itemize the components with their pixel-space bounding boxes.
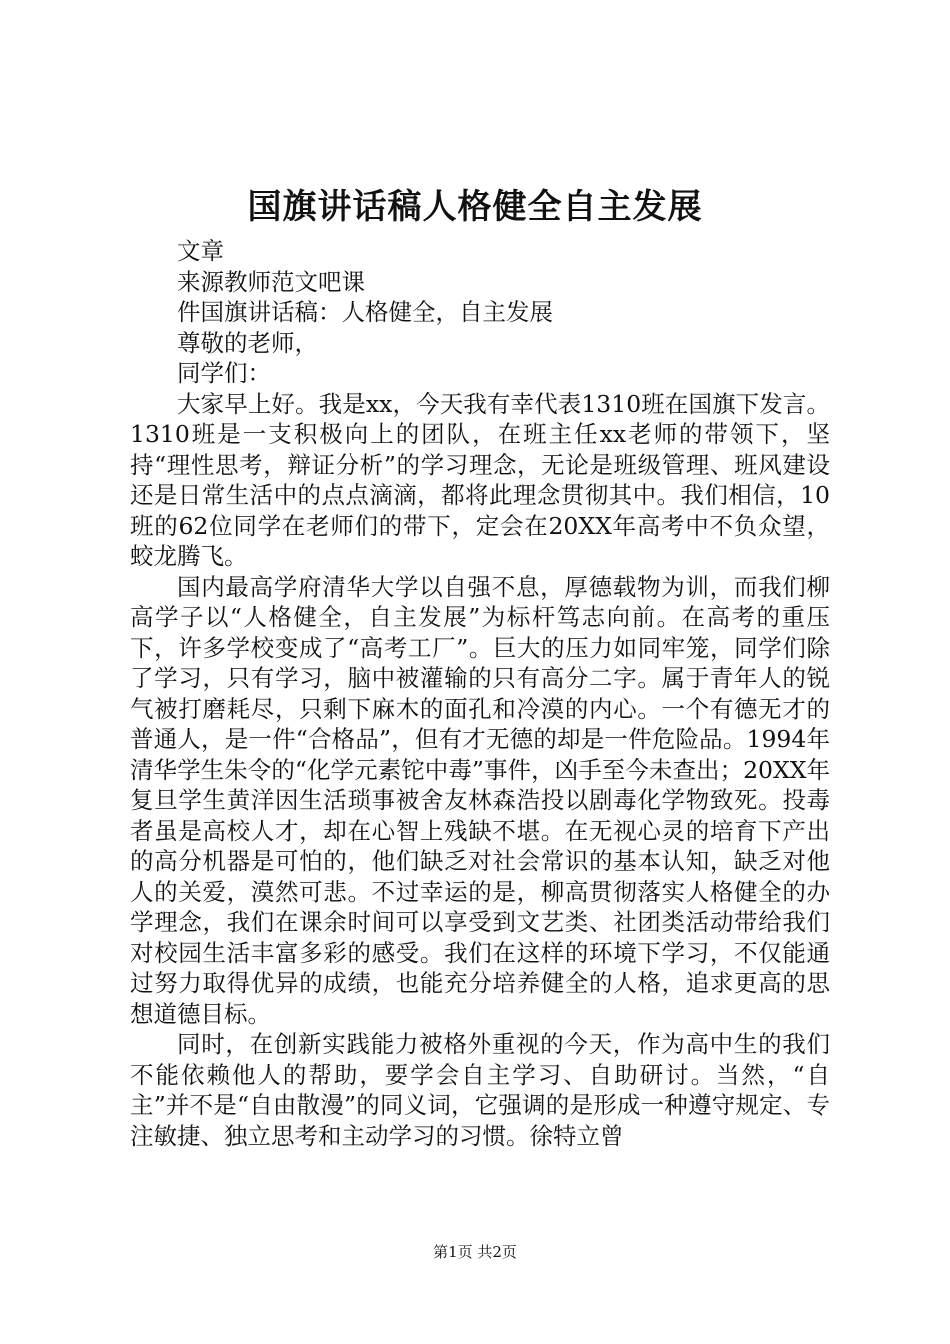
header-line: 文章 <box>177 237 224 265</box>
page-footer: 第1页 共2页 <box>433 1243 517 1261</box>
salutation-line: 同学们： <box>177 359 271 387</box>
header-line: 件国旗讲话稿：人格健全，自主发展 <box>177 298 553 326</box>
body-paragraph: 同时，在创新实践能力被格外重视的今天，作为高中生的我们不能依赖他人的帮助，要学会自主学习、自助研讨。当然，“自主”并不是“自由散漫”的同义词，它强调的是形成一种遵守规定、专注敏捷、独立思考和主动学习的习惯。徐特立曾 <box>130 1030 830 1150</box>
body-paragraph: 国内最高学府清华大学以自强不息，厚德载物为训，而我们柳高学子以“人格健全，自主发展”为标杆笃志向前。在高考的重压下，许多学校变成了“高考工厂”。巨大的压力如同牢笼，同学们除了学习，只有学习，脑中被灌输的只有高分二字。属于青年人的锐气被打磨耗尽，只剩下麻木的面孔和冷漠的内心。一个有德无才的普通人，是一件“合格品”，但有才无德的却是一件危险品。1994年清华学生朱令的“化学元素铊中毒”事件，凶手至今未查出；20XX年复旦学生黄洋因生活琐事被舍友林森浩投以剧毒化学物致死。投毒者虽是高校人才，却在心智上残缺不堪。在无视心灵的培育下产出的高分机器是可怕的，他们缺乏对社会常识的基本认知，缺乏对他人的关爱，漠然可悲。不过幸运的是，柳高贯彻落实人格健全的办学理念，我们在课余时间可以享受到文艺类、社团类活动带给我们对校园生活丰富多彩的感受。我们在这样的环境下学习，不仅能通过努力取得优异的成绩，也能充分培养健全的人格，追求更高的思想道德目标。 <box>130 572 830 1028</box>
document-title: 国旗讲话稿人格健全自主发展 <box>247 187 703 227</box>
header-line: 来源教师范文吧课 <box>177 267 365 296</box>
document-body <box>130 236 830 1151</box>
body-paragraph: 大家早上好。我是xx，今天我有幸代表1310班在国旗下发言。1310班是一支积极向上的团队，在班主任xx老师的带领下，坚持“理性思考，辩证分析”的学习理念，无论是班级管理、班风建设还是日常生活中的点点滴滴，都将此理念贯彻其中。我们相信，10班的62位同学在老师们的带下，定会在20XX年高考中不负众望，蛟龙腾飞。 <box>130 389 830 570</box>
salutation-line: 尊敬的老师， <box>177 328 318 357</box>
